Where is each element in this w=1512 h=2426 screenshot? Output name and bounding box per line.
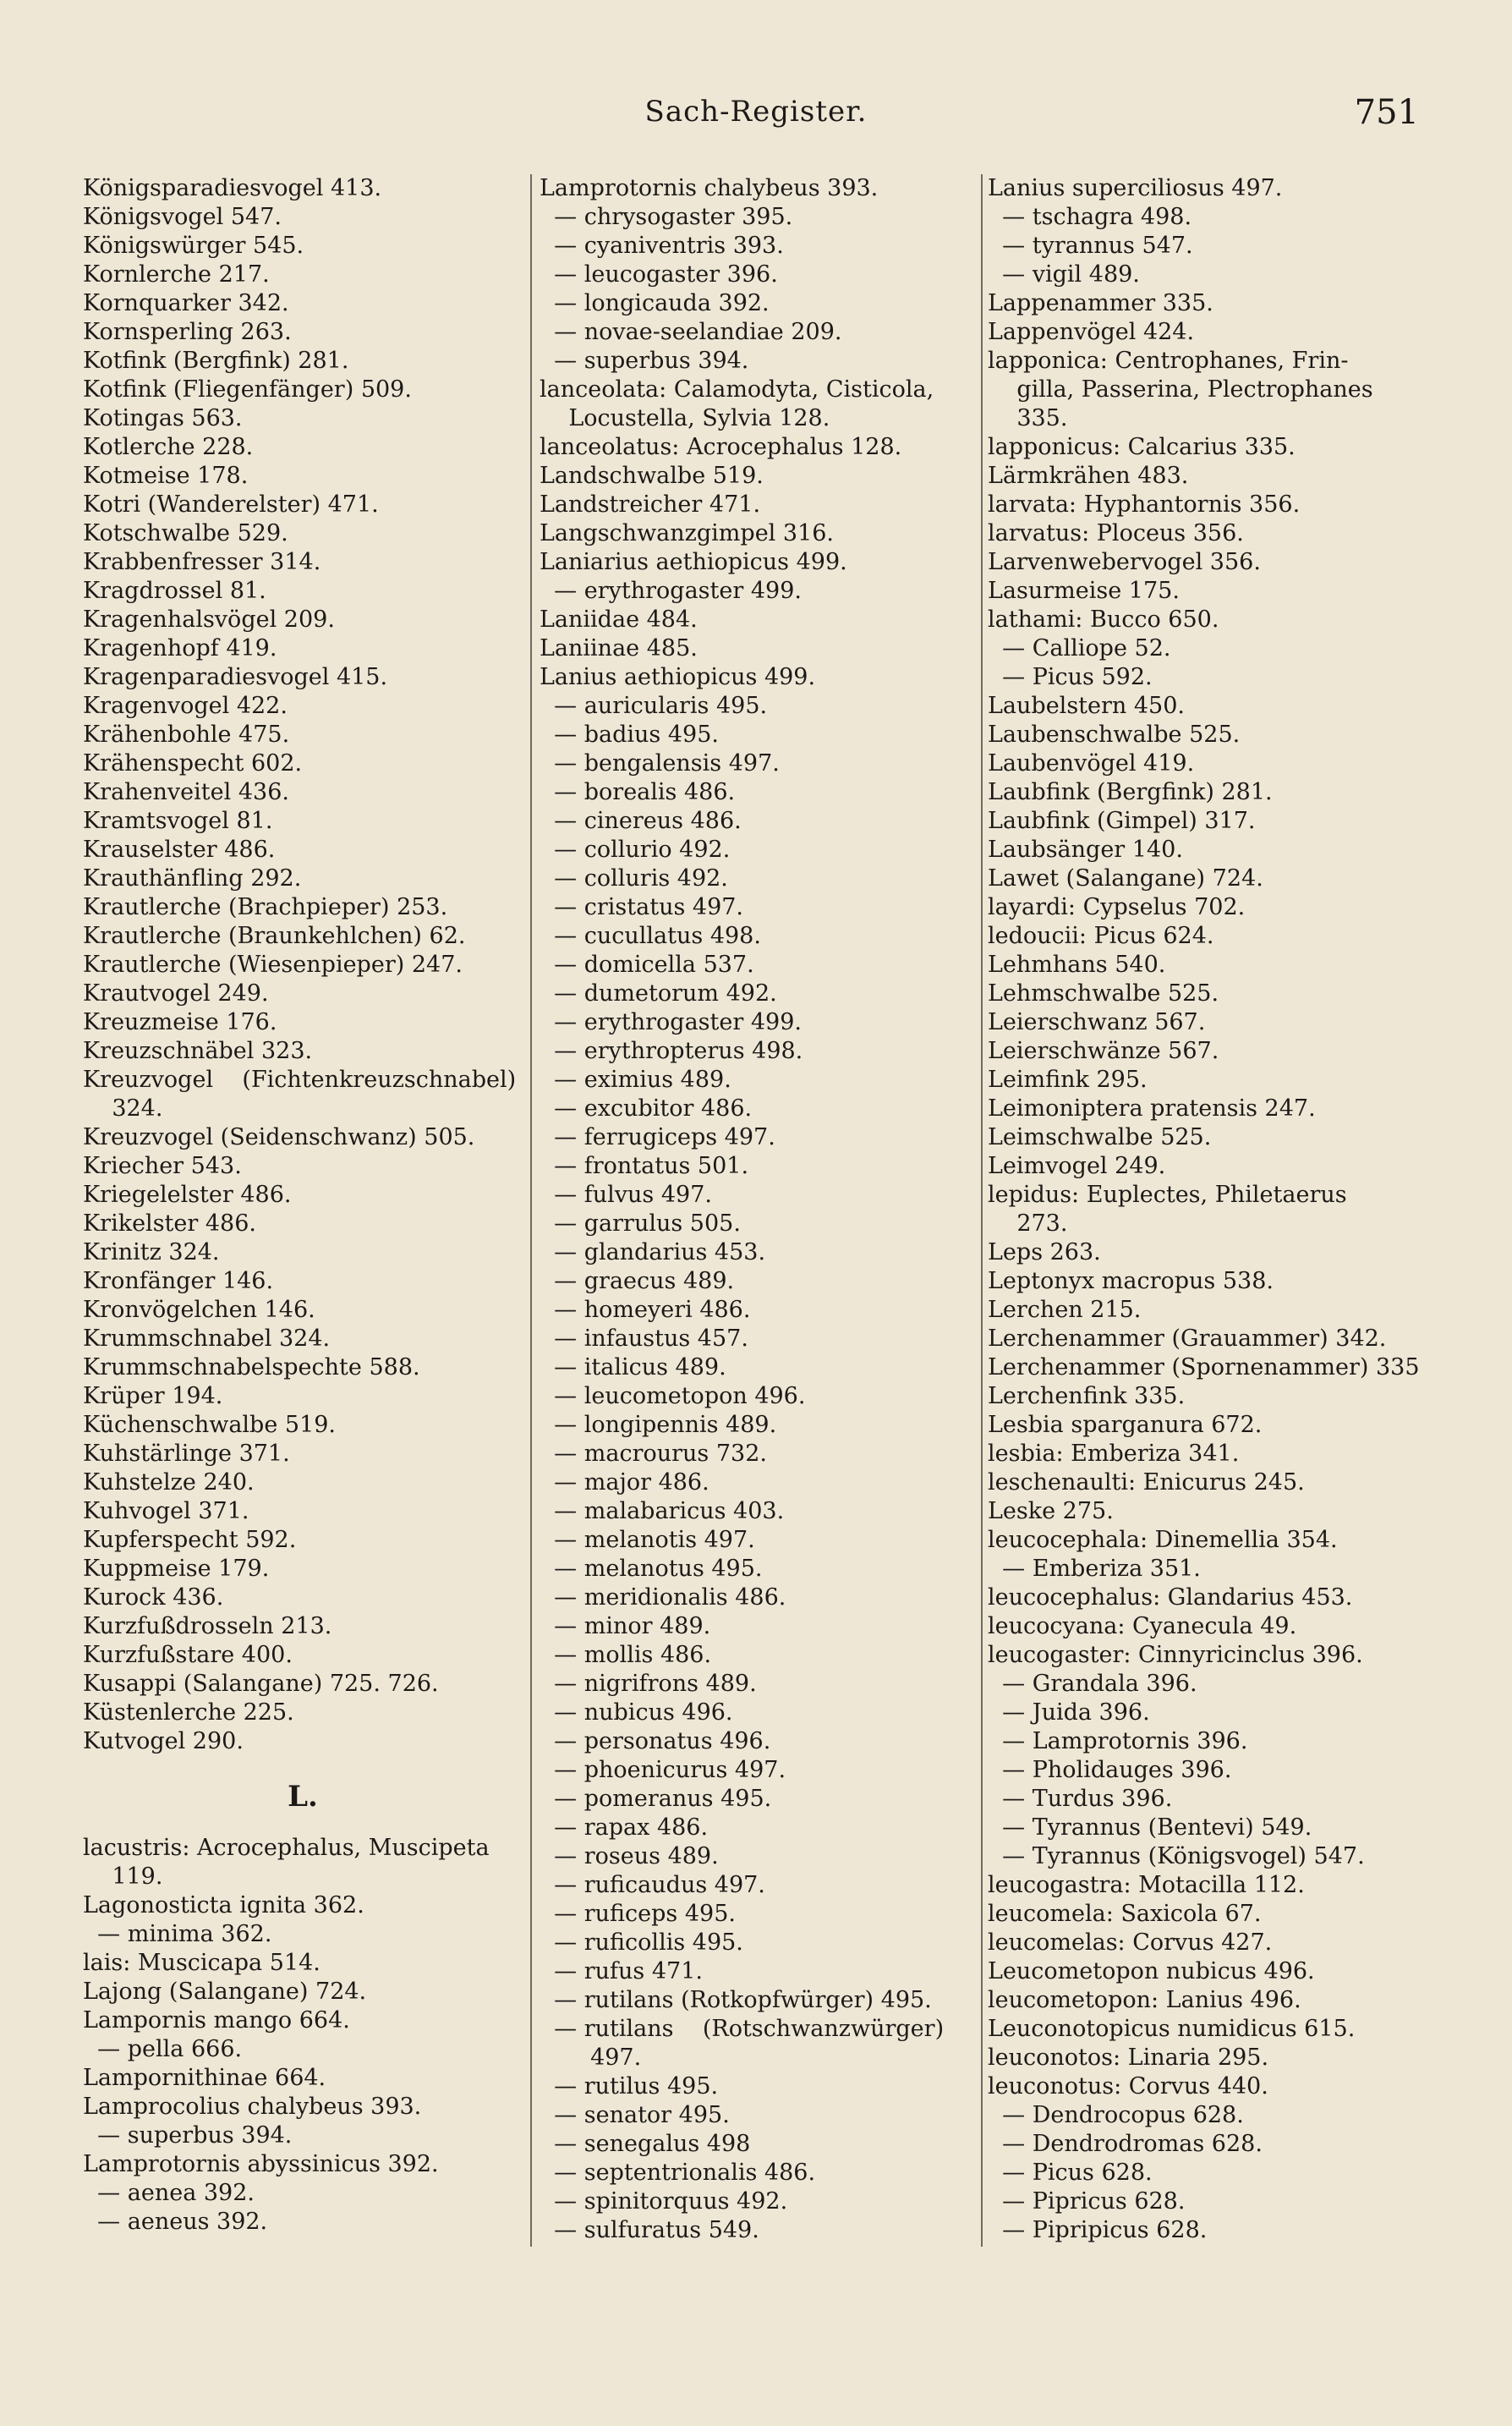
index-entry: — melanotis 497. — [540, 1527, 755, 1553]
index-entry: Kotfink (Fliegenfänger) 509. — [83, 376, 412, 403]
index-entry: Kriegelelster 486. — [83, 1182, 292, 1208]
index-entry: Kronvögelchen 146. — [83, 1297, 315, 1323]
index-entry: Krahenveitel 436. — [83, 779, 289, 805]
index-entry: Lampornithinae 664. — [83, 2065, 326, 2091]
index-entry: Kragenhalsvögel 209. — [83, 606, 335, 633]
index-entry: Laubenvögel 419. — [988, 750, 1195, 777]
index-entry: — septentrionalis 486. — [540, 2160, 816, 2186]
index-entry: — eximius 489. — [540, 1067, 731, 1093]
index-entry: Kuhstärlinge 371. — [83, 1441, 290, 1467]
index-entry: — collurio 492. — [540, 837, 731, 863]
index-entry: — Juida 396. — [988, 1699, 1150, 1726]
index-entry: Kuhstelze 240. — [83, 1469, 255, 1496]
index-entry: Leimschwalbe 525. — [988, 1124, 1212, 1150]
index-entry: — chrysogaster 395. — [540, 204, 793, 230]
index-entry: — vigil 489. — [988, 261, 1140, 288]
index-entry: Kornlerche 217. — [83, 261, 270, 288]
index-entry: — Picus 628. — [988, 2160, 1153, 2186]
index-entry: Leimfink 295. — [988, 1067, 1148, 1093]
index-entry: Krähenbohle 475. — [83, 722, 290, 748]
index-entry: Kuppmeise 179. — [83, 1556, 270, 1582]
index-entry: larvatus: Ploceus 356. — [988, 520, 1244, 546]
index-entry: — excubitor 486. — [540, 1095, 753, 1122]
index-entry: 335. — [988, 405, 1068, 431]
column-divider-right — [981, 174, 983, 2247]
index-entry: Lawet (Salangane) 724. — [988, 865, 1263, 892]
index-entry: — rufus 471. — [540, 1958, 703, 1984]
index-entry: — italicus 489. — [540, 1354, 726, 1380]
index-entry: Kramtsvogel 81. — [83, 808, 273, 834]
index-entry: — Dendrocopus 628. — [988, 2102, 1244, 2128]
index-entry: Kragdrossel 81. — [83, 578, 266, 604]
index-entry: — superbus 394. — [540, 348, 749, 374]
column-1-k-entries — [83, 174, 523, 1756]
index-entry: leschenaulti: Enicurus 245. — [988, 1469, 1305, 1496]
index-entry: — macrourus 732. — [540, 1441, 767, 1467]
index-entry: Lerchenammer (Spornenammer) 335 — [988, 1354, 1420, 1380]
index-entry: — phoenicurus 497. — [540, 1757, 786, 1783]
index-entry: Leimoniptera pratensis 247. — [988, 1095, 1316, 1122]
index-entry: — infaustus 457. — [540, 1326, 748, 1352]
index-entry: — nubicus 496. — [540, 1699, 733, 1726]
index-entry: — longipennis 489. — [540, 1412, 777, 1438]
index-entry: Kurzfußstare 400. — [83, 1642, 293, 1668]
index-entry: Leuconotopicus numidicus 615. — [988, 2016, 1356, 2042]
index-entry: — Calliope 52. — [988, 635, 1171, 661]
index-entry: Leucometopon nubicus 496. — [988, 1958, 1315, 1984]
index-entry: — Grandala 396. — [988, 1671, 1197, 1697]
index-entry: — minima 362. — [83, 1921, 272, 1947]
index-entry: leucogastra: Motacilla 112. — [988, 1872, 1305, 1898]
index-entry: — minor 489. — [540, 1613, 711, 1639]
index-entry: leucocephala: Dinemellia 354. — [988, 1527, 1338, 1553]
index-entry: — meridionalis 486. — [540, 1584, 786, 1611]
index-entry: Krauthänfling 292. — [83, 865, 302, 892]
index-entry: — cristatus 497. — [540, 894, 744, 920]
index-entry: leucometopon: Lanius 496. — [988, 1987, 1301, 2013]
index-entry: — domicella 537. — [540, 952, 754, 978]
index-entry: — longicauda 392. — [540, 290, 770, 316]
index-entry: Krabbenfresser 314. — [83, 549, 321, 575]
index-entry: Krummschnabel 324. — [83, 1326, 331, 1352]
index-entry: — aeneus 392. — [83, 2209, 268, 2235]
index-entry: — rutilans (Rotkopfwürger) 495. — [540, 1987, 932, 2013]
index-entry: Laniinae 485. — [540, 635, 698, 661]
index-entry: Kotmeise 178. — [83, 463, 249, 489]
index-entry: — auricularis 495. — [540, 693, 768, 719]
index-entry: Krummschnabelspechte 588. — [83, 1354, 420, 1380]
index-entry: Königsvogel 547. — [83, 204, 282, 230]
index-entry: Lerchen 215. — [988, 1297, 1142, 1323]
index-entry: — rutilans (Rotschwanzwürger) — [540, 2016, 945, 2042]
index-entry: — borealis 486. — [540, 779, 736, 805]
index-entry: Kuhvogel 371. — [83, 1498, 249, 1524]
index-entry: — tyrannus 547. — [988, 233, 1193, 259]
index-entry: Kreuzvogel (Seidenschwanz) 505. — [83, 1124, 475, 1150]
index-entry: Lehmschwalbe 525. — [988, 980, 1219, 1007]
index-entry: — erythropterus 498. — [540, 1038, 803, 1064]
index-entry: Lamprotornis abyssinicus 392. — [83, 2151, 439, 2177]
index-entry: — dumetorum 492. — [540, 980, 777, 1007]
index-entry: — cyaniventris 393. — [540, 233, 784, 259]
index-entry: leuconotus: Corvus 440. — [988, 2073, 1268, 2099]
index-entry: Lampornis mango 664. — [83, 2007, 350, 2034]
index-entry: Kriecher 543. — [83, 1153, 242, 1179]
index-entry: — Dendrodromas 628. — [988, 2131, 1263, 2157]
index-entry: — Pipripicus 628. — [988, 2217, 1208, 2243]
index-entry: Krähenspecht 602. — [83, 750, 303, 777]
index-entry: Lamprotornis chalybeus 393. — [540, 175, 879, 201]
index-entry: Leierschwanz 567. — [988, 1009, 1206, 1035]
index-entry: — graecus 489. — [540, 1268, 735, 1294]
index-entry: — senator 495. — [540, 2102, 730, 2128]
index-entry: Küchenschwalbe 519. — [83, 1412, 337, 1438]
index-entry: — cucullatus 498. — [540, 923, 761, 949]
index-entry: lanceolata: Calamodyta, Cisticola, — [540, 376, 934, 403]
index-entry: lanceolatus: Acrocephalus 128. — [540, 434, 902, 460]
index-entry: Krüper 194. — [83, 1383, 223, 1409]
index-entry: Kragenhopf 419. — [83, 635, 277, 661]
index-entry: Lagonosticta ignita 362. — [83, 1892, 364, 1918]
index-entry: leucocyana: Cyanecula 49. — [988, 1613, 1297, 1639]
index-entry: Krauselster 486. — [83, 837, 276, 863]
index-entry: — tschagra 498. — [988, 204, 1192, 230]
index-entry: — frontatus 501. — [540, 1153, 749, 1179]
index-entry: layardi: Cypselus 702. — [988, 894, 1246, 920]
letter-heading: L. — [288, 1780, 318, 1814]
index-entry: Lanius aethiopicus 499. — [540, 664, 816, 690]
index-entry: Kreuzschnäbel 323. — [83, 1038, 313, 1064]
index-entry: 497. — [540, 2045, 642, 2071]
index-entry: lapponica: Centrophanes, Frin- — [988, 348, 1349, 374]
index-entry: — Emberiza 351. — [988, 1556, 1201, 1582]
index-entry: leucomela: Saxicola 67. — [988, 1901, 1262, 1927]
index-entry: Krikelster 486. — [83, 1210, 256, 1237]
index-entry: Krautvogel 249. — [83, 980, 269, 1007]
index-entry: — colluris 492. — [540, 865, 728, 892]
index-entry: Landstreicher 471. — [540, 491, 761, 518]
index-entry: Königsparadiesvogel 413. — [83, 175, 382, 201]
index-entry: Lärmkrähen 483. — [988, 463, 1189, 489]
index-entry: Kupferspecht 592. — [83, 1527, 297, 1553]
index-entry: Lerchenfink 335. — [988, 1383, 1186, 1409]
index-entry: Laubenschwalbe 525. — [988, 722, 1241, 748]
index-entry: Kreuzmeise 176. — [83, 1009, 277, 1035]
index-entry: Kotschwalbe 529. — [83, 520, 288, 546]
index-entry: — pella 666. — [83, 2036, 243, 2062]
page-header-title: Sach-Register. — [644, 95, 868, 129]
index-entry: — spinitorquus 492. — [540, 2188, 788, 2215]
index-entry: Lamprocolius chalybeus 393. — [83, 2094, 422, 2120]
index-entry: — erythrogaster 499. — [540, 578, 802, 604]
index-entry: Kurock 436. — [83, 1584, 224, 1611]
index-entry: — ruficeps 495. — [540, 1901, 736, 1927]
index-entry: — Pholidauges 396. — [988, 1757, 1232, 1783]
index-entry: lais: Muscicapa 514. — [83, 1950, 320, 1976]
index-entry: leucocephalus: Glandarius 453. — [988, 1584, 1353, 1611]
index-entry: Lappenvögel 424. — [988, 319, 1195, 345]
index-entry: 119. — [83, 1863, 163, 1890]
index-entry: Kotri (Wanderelster) 471. — [83, 491, 379, 518]
index-entry: — personatus 496. — [540, 1728, 771, 1754]
index-entry: — pomeranus 495. — [540, 1786, 772, 1812]
index-entry: Laubelstern 450. — [988, 693, 1185, 719]
index-entry: lapponicus: Calcarius 335. — [988, 434, 1296, 460]
index-entry: Krautlerche (Brachpieper) 253. — [83, 894, 448, 920]
index-entry: lathami: Bucco 650. — [988, 606, 1219, 633]
index-entry: leuconotos: Linaria 295. — [988, 2045, 1269, 2071]
index-entry: lepidus: Euplectes, Philetaerus — [988, 1182, 1347, 1208]
index-entry: Krinitz 324. — [83, 1239, 220, 1265]
index-entry: Kronfänger 146. — [83, 1268, 274, 1294]
index-entry: — Tyrannus (Bentevi) 549. — [988, 1814, 1312, 1841]
index-entry: Larvenwebervogel 356. — [988, 549, 1261, 575]
index-entry: — major 486. — [540, 1469, 709, 1496]
index-entry: Laubsänger 140. — [988, 837, 1183, 863]
index-entry: — aenea 392. — [83, 2180, 255, 2206]
index-column-3 — [988, 174, 1444, 2245]
index-entry: — leucometopon 496. — [540, 1383, 806, 1409]
index-entry: — Tyrannus (Königsvogel) 547. — [988, 1843, 1365, 1869]
index-entry: Krautlerche (Wiesenpieper) 247. — [83, 952, 463, 978]
index-entry: leucogaster: Cinnyricinclus 396. — [988, 1642, 1363, 1668]
index-entry: — ferrugiceps 497. — [540, 1124, 775, 1150]
index-entry: — ruficollis 495. — [540, 1929, 743, 1956]
index-entry: — bengalensis 497. — [540, 750, 780, 777]
index-entry: — rapax 486. — [540, 1814, 709, 1841]
index-entry: Landschwalbe 519. — [540, 463, 764, 489]
index-entry: — malabaricus 403. — [540, 1498, 785, 1524]
index-entry: — Picus 592. — [988, 664, 1153, 690]
column-2-entries — [540, 174, 971, 2245]
index-entry: Kusappi (Salangane) 725. 726. — [83, 1671, 439, 1697]
index-entry: — nigrifrons 489. — [540, 1671, 757, 1697]
index-entry: Kotlerche 228. — [83, 434, 254, 460]
index-entry: — senegalus 498 — [540, 2131, 751, 2157]
index-entry: — badius 495. — [540, 722, 719, 748]
index-entry: — melanotus 495. — [540, 1556, 763, 1582]
index-entry: Kurzfußdrosseln 213. — [83, 1613, 332, 1639]
index-entry: Leske 275. — [988, 1498, 1114, 1524]
index-entry: Locustella, Sylvia 128. — [540, 405, 830, 431]
index-entry: Leimvogel 249. — [988, 1153, 1166, 1179]
index-entry: — Turdus 396. — [988, 1786, 1173, 1812]
index-entry: — mollis 486. — [540, 1642, 712, 1668]
index-entry: Lesbia sparganura 672. — [988, 1412, 1263, 1438]
index-entry: Leierschwänze 567. — [988, 1038, 1219, 1064]
index-entry: Lerchenammer (Grauammer) 342. — [988, 1326, 1387, 1352]
index-entry: — garrulus 505. — [540, 1210, 741, 1237]
column-3-entries — [988, 174, 1444, 2245]
index-entry: Leps 263. — [988, 1239, 1101, 1265]
index-entry: Kutvogel 290. — [83, 1728, 244, 1754]
index-entry: larvata: Hyphantornis 356. — [988, 491, 1301, 518]
index-entry: — leucogaster 396. — [540, 261, 778, 288]
column-divider-left — [530, 174, 532, 2247]
index-entry: Kornsperling 263. — [83, 319, 292, 345]
index-entry: — roseus 489. — [540, 1843, 719, 1869]
index-entry: lacustris: Acrocephalus, Muscipeta — [83, 1835, 490, 1861]
index-entry: — ruficaudus 497. — [540, 1872, 765, 1898]
index-entry: — Pipricus 628. — [988, 2188, 1186, 2215]
index-entry: Kragenvogel 422. — [83, 693, 288, 719]
index-entry: Lasurmeise 175. — [988, 578, 1180, 604]
index-entry: Königswürger 545. — [83, 233, 304, 259]
index-entry: ledoucii: Picus 624. — [988, 923, 1214, 949]
index-entry: Krautlerche (Braunkehlchen) 62. — [83, 923, 466, 949]
index-entry: Leptonyx macropus 538. — [988, 1268, 1274, 1294]
index-entry: — erythrogaster 499. — [540, 1009, 802, 1035]
index-entry: Lanius superciliosus 497. — [988, 175, 1283, 201]
index-entry: — rutilus 495. — [540, 2073, 719, 2099]
index-entry: Laubfink (Bergfink) 281. — [988, 779, 1273, 805]
index-entry: Lehmhans 540. — [988, 952, 1166, 978]
index-entry: Kotingas 563. — [83, 405, 243, 431]
column-1-l-entries — [83, 1834, 523, 2237]
index-column-2 — [540, 174, 971, 2245]
index-entry: Langschwanzgimpel 316. — [540, 520, 835, 546]
index-entry: — cinereus 486. — [540, 808, 742, 834]
index-entry: Küstenlerche 225. — [83, 1699, 294, 1726]
index-entry: Laniidae 484. — [540, 606, 698, 633]
index-entry: Laniarius aethiopicus 499. — [540, 549, 847, 575]
index-entry: — homeyeri 486. — [540, 1297, 751, 1323]
index-entry: lesbia: Emberiza 341. — [988, 1441, 1240, 1467]
index-entry: Lajong (Salangane) 724. — [83, 1979, 367, 2005]
index-entry: — glandarius 453. — [540, 1239, 766, 1265]
index-entry: Laubfink (Gimpel) 317. — [988, 808, 1256, 834]
index-entry: gilla, Passerina, Plectrophanes — [988, 376, 1373, 403]
index-entry: Kotfink (Bergfink) 281. — [83, 348, 349, 374]
index-entry: — superbus 394. — [83, 2122, 293, 2149]
index-entry: 324. — [83, 1095, 163, 1122]
index-entry: — Lamprotornis 396. — [988, 1728, 1248, 1754]
index-entry: leucomelas: Corvus 427. — [988, 1929, 1273, 1956]
index-entry: 273. — [988, 1210, 1068, 1237]
index-entry: — fulvus 497. — [540, 1182, 712, 1208]
index-entry: Lappenammer 335. — [988, 290, 1213, 316]
index-entry: — novae-seelandiae 209. — [540, 319, 842, 345]
page-number: 751 — [1354, 93, 1419, 132]
index-entry: Kreuzvogel (Fichtenkreuzschnabel) — [83, 1067, 517, 1093]
index-entry: Kragenparadiesvogel 415. — [83, 664, 388, 690]
index-entry: Kornquarker 342. — [83, 290, 289, 316]
index-column-1 — [83, 174, 523, 2237]
index-entry: — sulfuratus 549. — [540, 2217, 759, 2243]
